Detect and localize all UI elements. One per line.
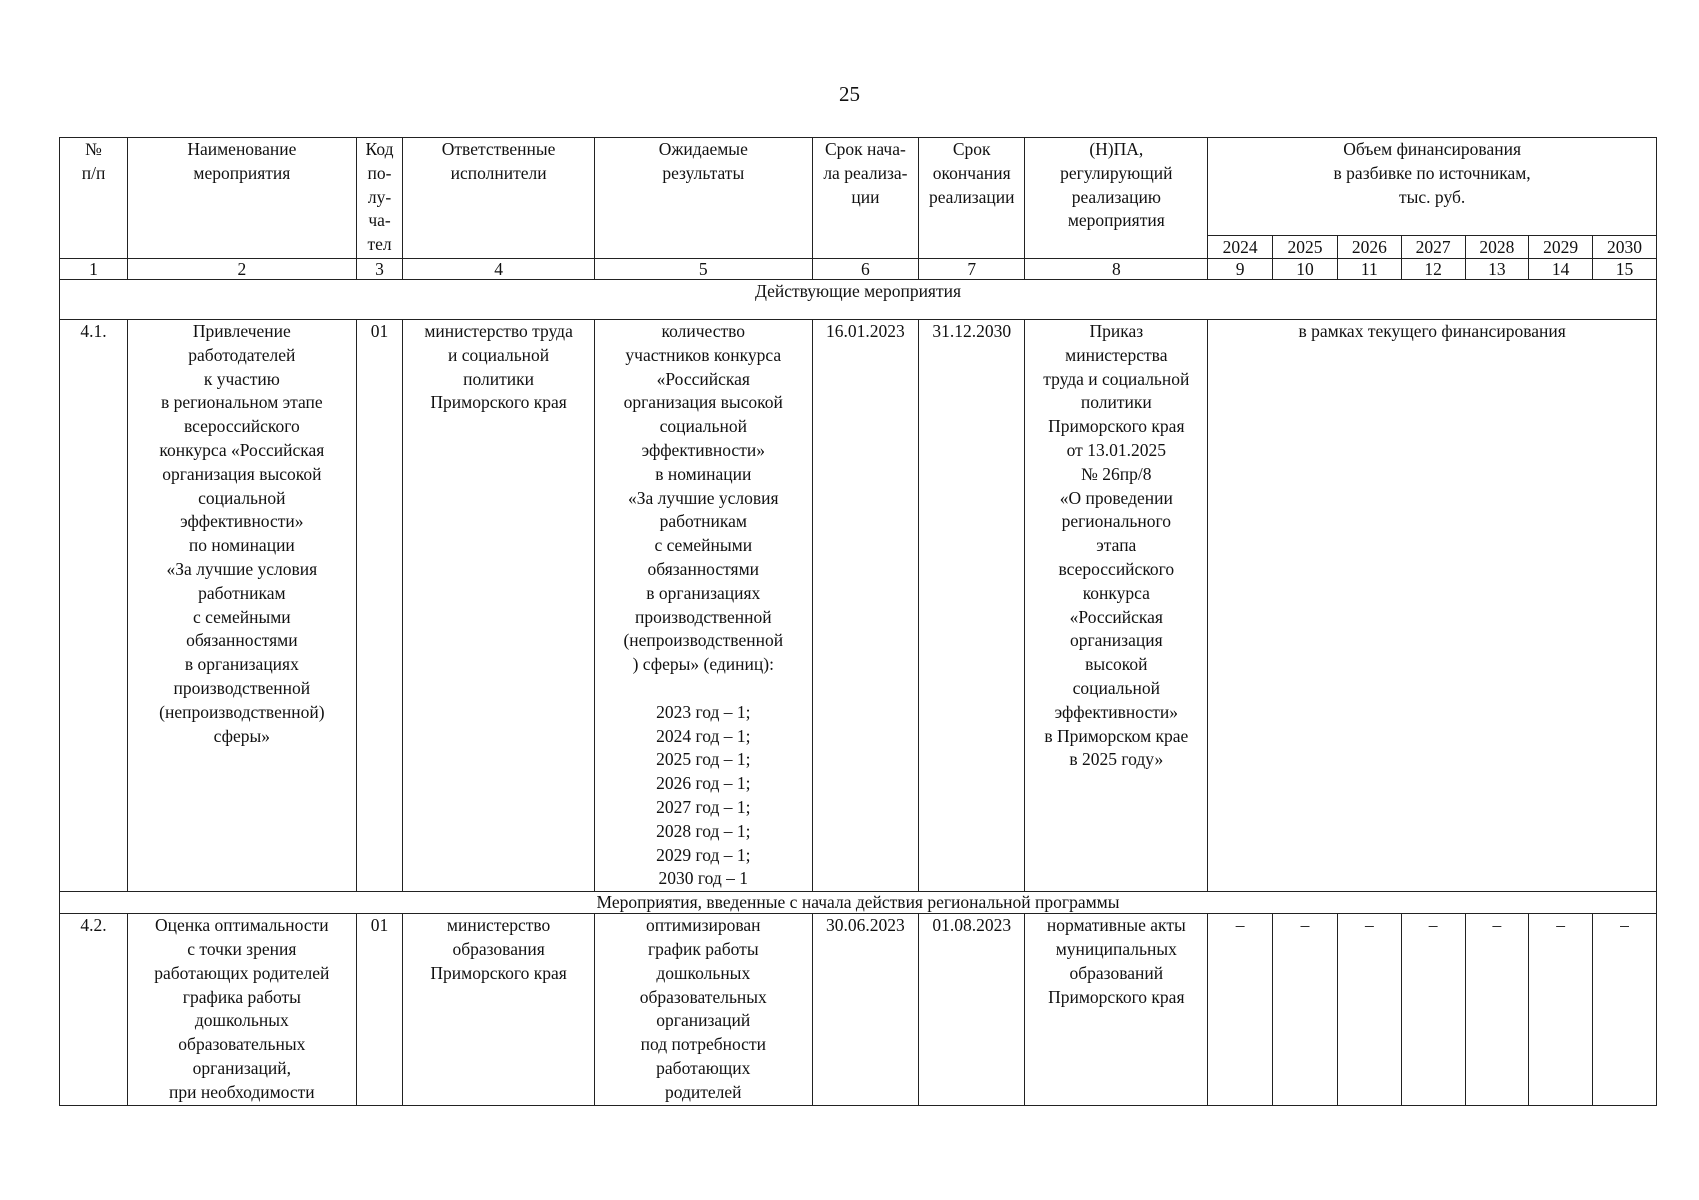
header-year-2029: 2029 — [1529, 236, 1593, 259]
expected-results: количество участников конкурса «Российская организация высокой социальной эффективности» в номинации «За лучшие условия работникам с семейными обязанностями в организациях производственной (непроизводственной ) сферы» (единиц): 2023 год – 1; 2024 год – 1; 2025 год – 1; 2026 год – 1; 2027 год – 1; 2028 год – 1; 2029 год – 1; 2030 год – 1 — [594, 320, 812, 892]
activity-name: Оценка оптимальности с точки зрения работающих родителей графика работы дошкольных образовательных организаций, при необходимости — [128, 914, 357, 1105]
header-recipient-code — [356, 138, 403, 259]
header-year-2024: 2024 — [1208, 236, 1273, 259]
header-year-2030: 2030 — [1593, 236, 1657, 259]
header-recipient-code-text: Код по- лу- ча- тел — [365, 139, 394, 255]
end-date: 31.12.2030 — [919, 320, 1025, 892]
header-start-date: Срок нача- ла реализа- ции — [812, 138, 918, 259]
row-number: 4.1. — [60, 320, 128, 892]
financing-2027: – — [1401, 914, 1465, 1105]
column-number: 11 — [1337, 259, 1401, 280]
activity-name: Привлечение работодателей к участию в региональном этапе всероссийского конкурса «Российская организация высокой социальной эффективности» по номинации «За лучшие условия работникам с семейными обязанностями в организациях производственной (непроизводственной) сферы» — [128, 320, 357, 892]
table-row-4-1 — [60, 320, 1657, 892]
financing-2029: – — [1529, 914, 1593, 1105]
column-number: 1 — [60, 259, 128, 280]
header-end-date: Срок окончания реализации — [919, 138, 1025, 259]
expected-results: оптимизирован график работы дошкольных образовательных организаций под потребности работающих родителей — [594, 914, 812, 1105]
column-number: 8 — [1025, 259, 1208, 280]
column-number: 10 — [1273, 259, 1338, 280]
row-number: 4.2. — [60, 914, 128, 1105]
financing-2024: – — [1208, 914, 1273, 1105]
financing-2030: – — [1593, 914, 1657, 1105]
executors: министерство образования Приморского края — [403, 914, 594, 1105]
section-new-activities: Мероприятия, введенные с начала действия региональной программы — [60, 892, 1657, 914]
column-number: 2 — [128, 259, 357, 280]
financing-2028: – — [1465, 914, 1529, 1105]
table-row-4-2 — [60, 914, 1657, 1105]
column-number: 12 — [1401, 259, 1465, 280]
column-number: 6 — [812, 259, 918, 280]
npa: Приказ министерства труда и социальной политики Приморского края от 13.01.2025 № 26пр/8 «О проведении регионального этапа всероссийского конкурса «Российская организация высокой социальной эффективности» в Приморском крае в 2025 году» — [1025, 320, 1208, 892]
column-number: 4 — [403, 259, 594, 280]
column-number: 13 — [1465, 259, 1529, 280]
npa: нормативные акты муниципальных образований Приморского края — [1025, 914, 1208, 1105]
page-number: 25 — [839, 82, 860, 106]
program-activities-table — [59, 137, 1657, 1106]
header-expected-results: Ожидаемые результаты — [594, 138, 812, 259]
end-date: 01.08.2023 — [919, 914, 1025, 1105]
column-number: 5 — [594, 259, 812, 280]
financing-2026: – — [1337, 914, 1401, 1105]
header-year-2025: 2025 — [1273, 236, 1338, 259]
financing-2025: – — [1273, 914, 1338, 1105]
start-date: 16.01.2023 — [812, 320, 918, 892]
recipient-code: 01 — [356, 914, 403, 1105]
header-activity-name: Наименование мероприятия — [128, 138, 357, 259]
column-number: 3 — [356, 259, 403, 280]
financing-note: в рамках текущего финансирования — [1208, 320, 1657, 892]
header-executors: Ответственные исполнители — [403, 138, 594, 259]
header-year-2026: 2026 — [1337, 236, 1401, 259]
header-year-2028: 2028 — [1465, 236, 1529, 259]
column-number: 9 — [1208, 259, 1273, 280]
column-number: 15 — [1593, 259, 1657, 280]
header-financing: Объем финансирования в разбивке по источникам, тыс. руб. — [1208, 138, 1657, 236]
section-existing-activities: Действующие мероприятия — [60, 280, 1657, 320]
recipient-code: 01 — [356, 320, 403, 892]
column-number: 14 — [1529, 259, 1593, 280]
column-number: 7 — [919, 259, 1025, 280]
header-number: № п/п — [60, 138, 128, 259]
header-year-2027: 2027 — [1401, 236, 1465, 259]
header-npa: (Н)ПА, регулирующий реализацию мероприятия — [1025, 138, 1208, 259]
start-date: 30.06.2023 — [812, 914, 918, 1105]
executors: министерство труда и социальной политики Приморского края — [403, 320, 594, 892]
